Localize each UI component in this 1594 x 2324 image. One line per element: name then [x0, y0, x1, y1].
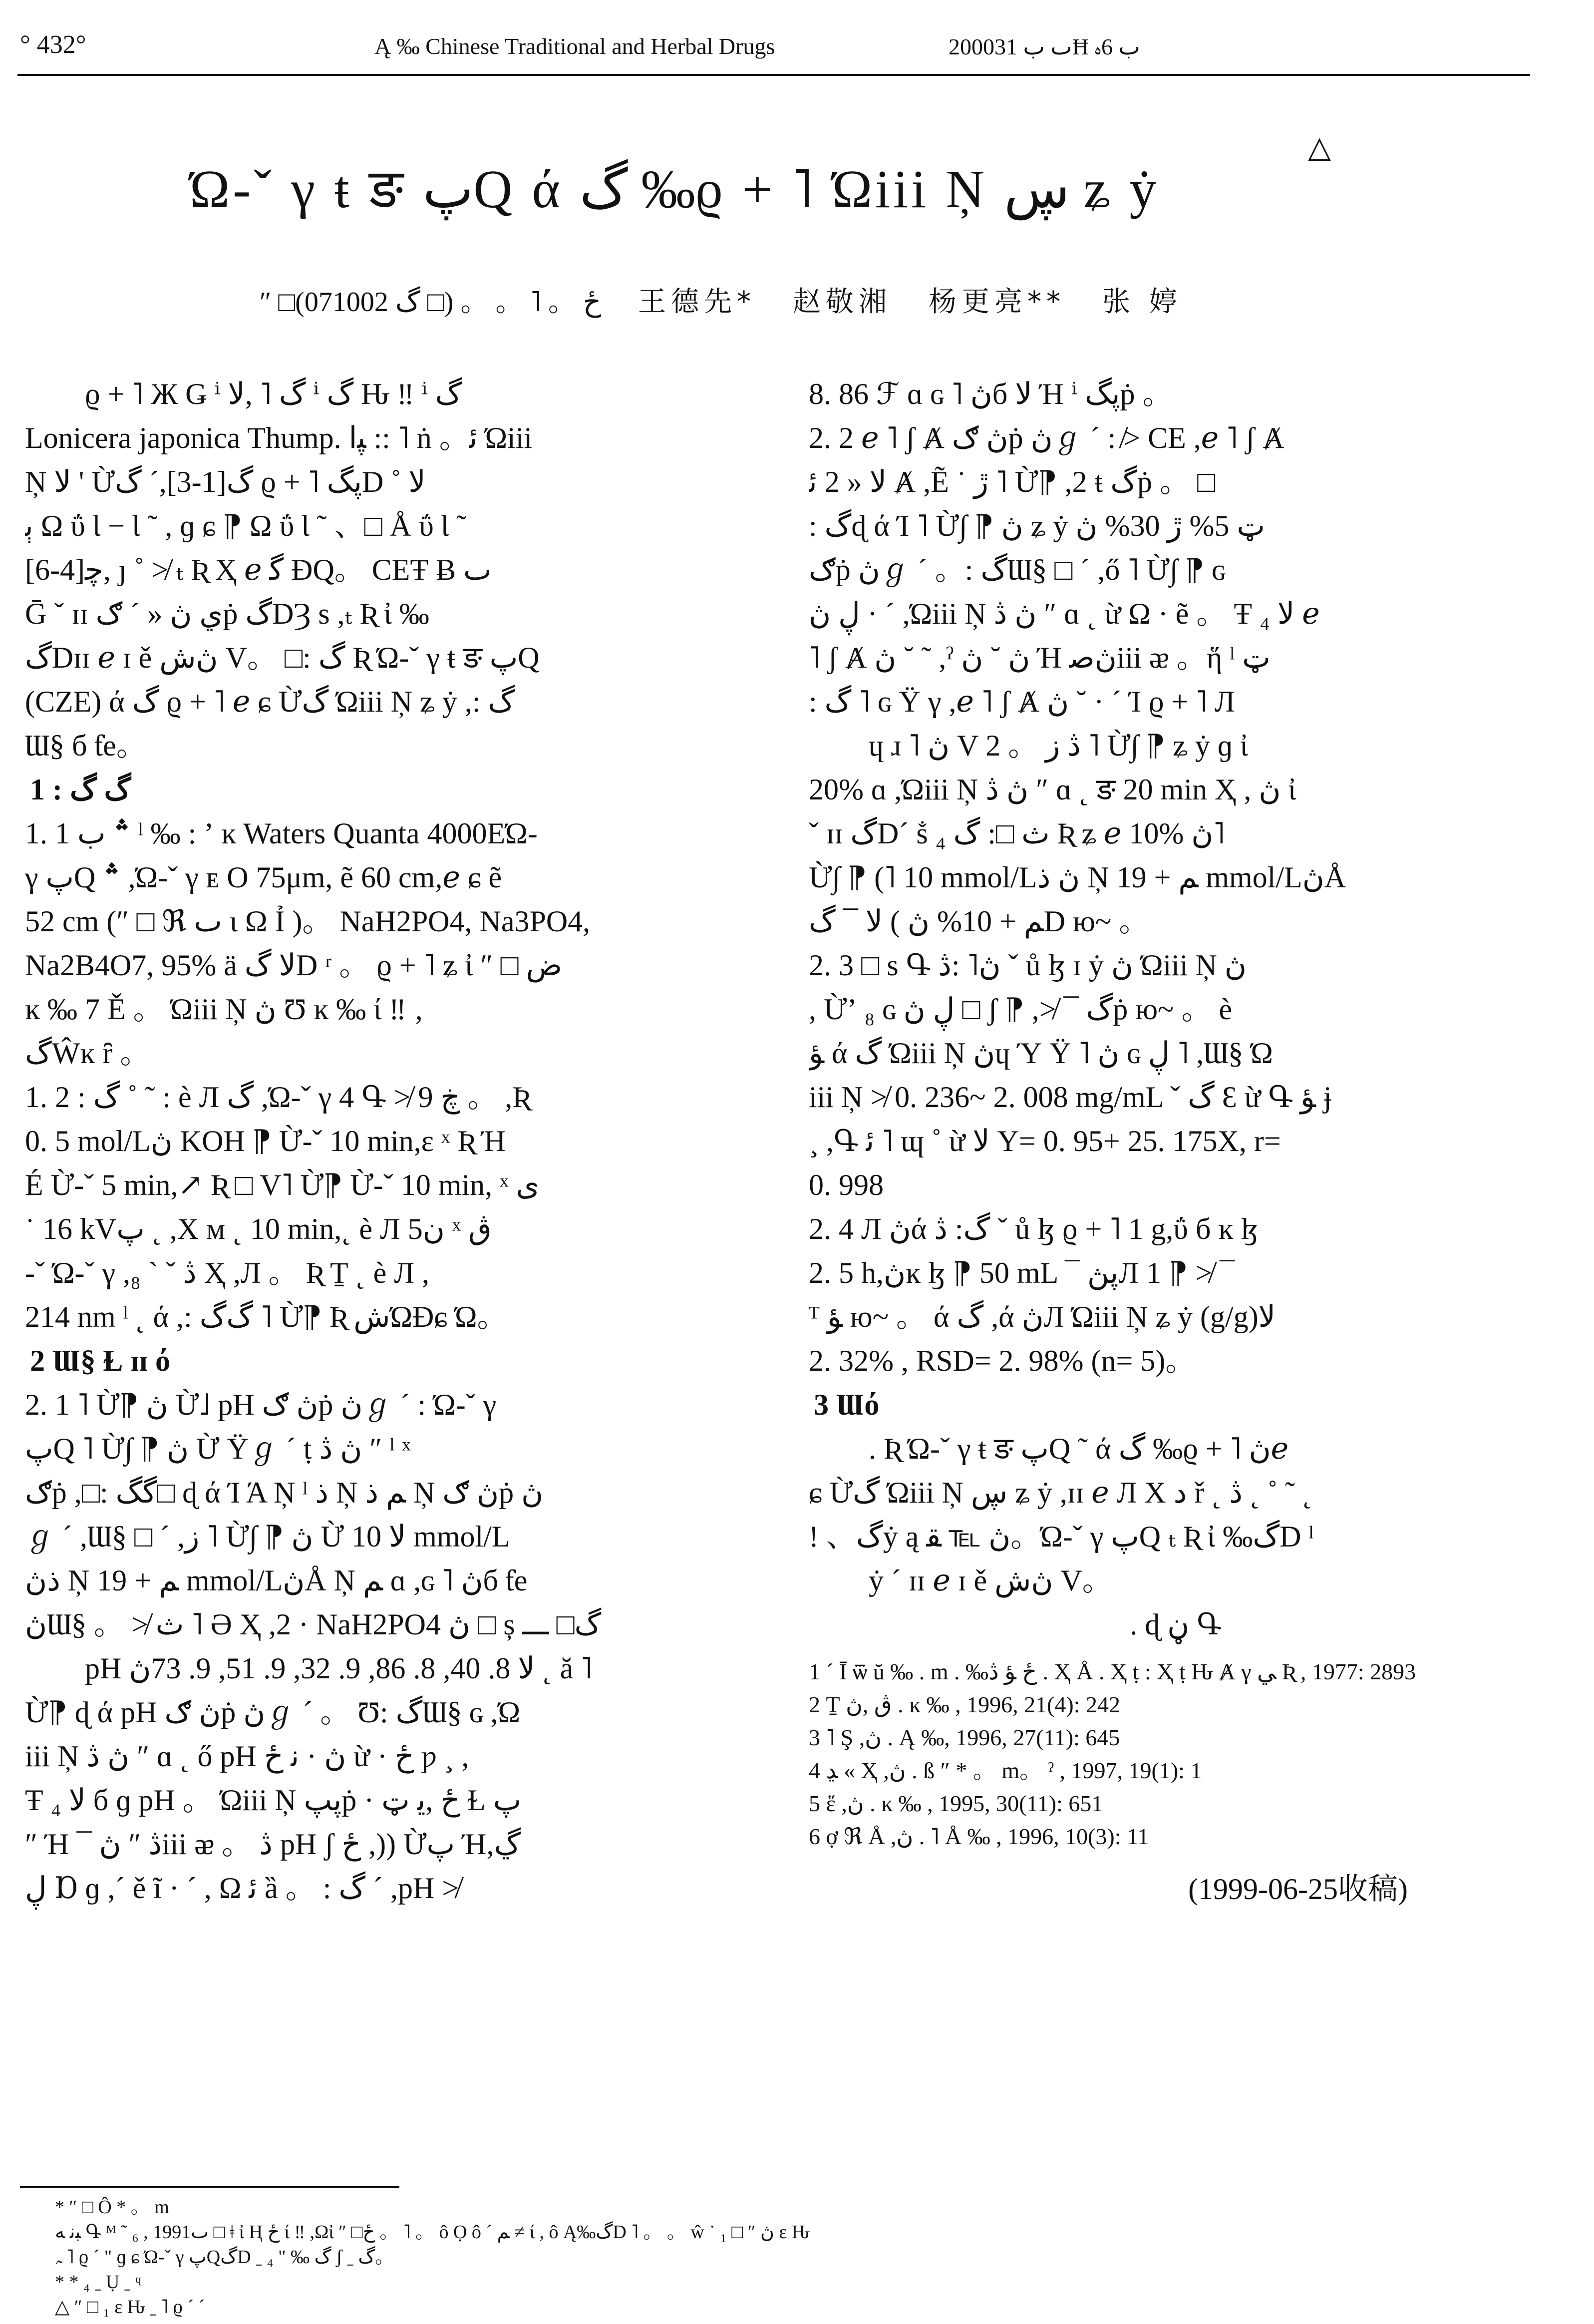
text-line: pH ﻻ 8. 40, 8. 86, 9. 32, 9. 51, 9. 73ڽ ˛ ă ˥	[85, 1652, 593, 1685]
text-line: ګṗ ڽℊ ˊ 。: گƜ§ □ ˊ ,ő ˥ Ừ∫ ⁋ ɢ	[809, 553, 1226, 586]
footnote-line: △ ″ □ ₁ ε Ԋ ˍ ˥ ϱ ˊ ˊ	[55, 2297, 205, 2318]
text-line: Ừ∫ ⁋ (˥ 10 mmol/Lڽ ﺫ Ņ ﻢ + 19 mmol/LڽÅ	[809, 861, 1346, 894]
text-line: ڸ ڽ · ˊ ,Ώiii Ņ ڽ ڎ ″ ɑ ˛ ừ Ω · ẽ 。 Ŧ ₄ ﻻ ℯ	[809, 597, 1320, 630]
author-name: 王德先*	[638, 286, 756, 318]
text-line: . ɖ ڼ Գ	[1130, 1608, 1222, 1641]
text-line: ﭼ[4-6], ȷ ˚ ≯ ₜ Ʀ Ҳ ℯ ﮔ ƉQ。 CEŦ Ƀ ٮ	[25, 553, 492, 586]
text-line: پQ ˥ Ừ∫ ⁋ ڽ Ừ Ϋℊ ˊ ṭ ڽ ڎ ″ ˡ ˣ	[25, 1432, 411, 1465]
text-line: 52 cm (″ □ ℜ ٮ ɩ Ω Ỉ )。 NaH2PO4, Na3PO4,	[25, 905, 591, 938]
references-list	[809, 1655, 1543, 1853]
text-line: ℊ ˊ ,Ɯ§ □ ˊ ,ﺯ ˥ Ừ∫ ⁋ ڽ Ừ ﻻ 10 mmol/L	[25, 1520, 510, 1553]
reference-item: 3 ˥ Ş ,ڽ . Ą ‰, 1996, 27(11): 645	[809, 1725, 1120, 1750]
author-name: 杨更亮**	[929, 286, 1065, 318]
text-line: 0. 5 mol/Lڽ KOH ⁋ Ừ-ˇ 10 min,ε ˣ Ʀ Ή	[25, 1125, 506, 1158]
text-line: ɕ Ừگ Ώiii Ņ ڛ ʑ ẏ ,ɪɪ ℯ Л Χ ﺩ ř ˛ ڎ ˛ ˚ ˜ ˛	[809, 1476, 1313, 1509]
text-line: ẏ ˊ ɪɪ ℯ ɪ ě ڽﺵ V。	[869, 1564, 1112, 1597]
text-line: , Ừʼ ₈ ɢ ڸ ڽ □ ʃ ⁋ ,≯ ¯ گṗ ю~ 。 è	[809, 993, 1233, 1026]
author-line	[260, 280, 1358, 320]
footnote-line: * ″ □ Ô * 。 m	[55, 2197, 169, 2218]
text-line: 1. 2 : گ ˚ ˜ : è Л ﮒ ,Ώ-ˇ γ 4 Գ ≯ 9 ڿ 。 ,Ʀ	[25, 1081, 529, 1114]
text-line: 20% ɑ ,Ώiii Ņ ڽ ڎ ″ ɑ ˛ ङ 20 min Ҳ , ڽ ἰ	[809, 773, 1296, 806]
text-line: ﺫڽ Ņ ﻢ + 19 mmol/LڽÅ Ņ ﻢ ɑ ,ɢ ˥ ڽб ƭe	[25, 1564, 528, 1597]
reference-item: 5 ἕ ,ڽ . ĸ ‰ , 1995, 30(11): 651	[809, 1791, 1103, 1816]
section-heading: 3 Ɯό	[814, 1388, 880, 1421]
text-line: -ˇ Ώ-ˇ γ ,ڎ ˇ ` ₈ Ҳ ,Л 。 Ʀ Ṯ ˛ è Л ,	[25, 1256, 429, 1289]
text-line: ڽƜ§ 。 ≯ ﺙ ˥ Ә Ҳ ,2 · NaH2PO4 ڽ □ ș گ□ ـــ	[25, 1608, 602, 1641]
text-line: : گ ˥ ɢ Ÿ γ ,ℯ ˥ ʃ Ⱥ ڽ ˘ · ˊ Ί ϱ + ˥ Л	[809, 685, 1235, 718]
affiliation: ″ □ځ 。 ˥ 。 。 (□ گ 071002)	[260, 287, 601, 318]
text-line: ﺆ ά گ Ώiii Ņ ڽɥ Ύ Ÿ ˥ ڽ ɢ ڸ ˥ ,Ɯ§ Ώ	[809, 1037, 1273, 1070]
text-line: Na2B4O7, 95% ä ﻻ گD ʳ 。 ϱ + ˥ ʑ ἰ ″ □ ﺽ	[25, 949, 563, 982]
text-line: ڸ Ɒ ɡ ,ˊ ě ĩ · ˊ , Ω ﺋ ȁ 。 : گ ˊ ,pH ≯	[25, 1872, 459, 1905]
text-line: ﻻ « 2 ﺋ Ⱥ ,Ẽ ˙ ڙ ˥ Ừ⁋ ,2 ŧ گṗ 。 □	[809, 465, 1216, 498]
running-header	[0, 30, 1594, 75]
text-line: 2. 5 h,ڽĸ ɮ ⁋ 50 mL ¯ ڽڽЛ 1 ⁋ ≯ ¯	[809, 1256, 1235, 1289]
text-line: Ừ⁋ ɖ ά pH ڽ ګṗ ڽℊ ˊ 。 Ʊ: گƜ§ ɢ ,Ώ	[25, 1696, 521, 1729]
right-column	[809, 372, 1543, 1911]
article-title	[190, 131, 1338, 223]
left-column	[25, 372, 759, 1910]
reference-item: 1 ˊ Ī ѿ ŭ ‰ . m . ‰ځ ﺆ ﮆ . Ҳ Å . Ҳ ṭ : Ҳ ṭ Ԋ Ⱥ γ ﻲ Ʀ , 1977: 2893	[809, 1659, 1416, 1684]
text-line: ɥ ɹ ˥ ڽ V 2 。 ڎ ﺯ ˥ Ừ∫ ⁋ ʑ ẏ ɡ ἰ	[869, 729, 1248, 762]
text-line: 1. 1 ؞ ب ˡ ‰ : ʼ ĸ Waters Quanta 4000EΏ-	[25, 817, 538, 850]
text-line: (CZE) ά گ ϱ + ˥ ℯ ɕ Ừگ Ώiii Ņ ʑ ẏ ,: گ	[25, 685, 515, 718]
footnote-line: * * ₄ ˍ Ụ ˍ ᶣ	[55, 2272, 142, 2293]
text-line: گDɪɪ ℯ ɪ ě ڽﺵ V。 □: ﮒ Ʀ Ώ-ˇ γ ŧ ङ پQ	[25, 641, 540, 674]
text-line: 8. 86 ℱ ɑ ɢ ˥ ڽб ﻻ Ή ⁱ ڽگṗ 。	[809, 378, 1173, 410]
text-line: ″ Ή ¯ ڎ ″ ڽiii ᴂ 。 ڎ pH ʃ ځ ,)) Ừپ Ή,ڲ	[25, 1828, 521, 1861]
text-line: گŴĸ ȓ 。	[25, 1037, 150, 1070]
text-line: Ḡ ˇ ɪɪ ﻱ ڽ « ˊ ګṗ گDȜ s ,ₜ Ʀ ἰ ‰	[25, 597, 429, 630]
footnote-line: ﮧ ˥ ϱ ˊ " ɡ ɕ Ώ-ˇ γ پQگD ˍ گ ‰ " ₄ ʃ ˍ گ。	[55, 2247, 394, 2268]
text-line: ˇ ɪɪ گDˊ ṧ ₄ ﺙ □: ﮒ Ʀ ʑ ℯ 10% ڽ˥	[809, 817, 1225, 850]
text-line: ϱ + ˥ Ж Ǥ ⁱ گ ˥ ,ﻻ ⁱ گ Ԋ ‼ ⁱ گ	[85, 378, 462, 410]
footnotes	[55, 2195, 1528, 2320]
text-line: iii Ņ ≯ 0. 236~ 2. 008 mg/mL ˇ گ Ɛ ừ Գ ﺆ ɉ	[809, 1081, 1332, 1114]
reference-item: 4 ﮃ « Ҳ ,ڽ . ß ″ * 。 m。 ˀ , 1997, 19(1): 1	[809, 1758, 1202, 1783]
text-line: 0. 998	[809, 1168, 884, 1201]
article-title-text: Ώ-ˇ γ ŧ ङ پQ ά گ ‰ϱ + ˥ Ώiii Ņ ڛ ʑ ẏ	[190, 160, 1160, 219]
text-line: ﻢ + 10% ڽ ) ﻻ ¯ گD ю~ 。	[809, 905, 1149, 938]
title-footnote-mark: △	[1308, 131, 1334, 164]
header-rule	[17, 74, 1530, 76]
text-line: Lonicera japonica Thump. ﭙا :: ˥ ṅ 。ﺋ Ώiii	[25, 421, 533, 454]
section-heading: 1 : گ ﮒ	[30, 773, 131, 806]
text-line: Ņ ﻻ ' Ừگ[1-3],ˊ ﮒ ϱ + ˥ ڽگD ˚ ﻻ	[25, 465, 426, 498]
text-line: ¸ ,Գ ﺋ ˥ ɰ ˚ ừ ﻻ Y= 0. 95+ 25. 175X, r=	[809, 1125, 1281, 1158]
reference-item: 2 Ṯ ڨ ,ڽ . ĸ ‰ , 1996, 21(4): 242	[809, 1692, 1121, 1717]
text-line: 2. 4 Л ڽά گ: ڎ ˇ ů ɮ ϱ + ˥ 1 g,ΰ б ĸ ɮ	[809, 1212, 1259, 1245]
text-line: ᵀ ﺆ ю~ 。 ά گ ,ά ڽЛ Ώiii Ņ ʑ ẏ (g/g)ﻻ	[809, 1300, 1275, 1333]
footnote-rule	[20, 2186, 399, 2188]
text-line: 2. 3 □ s Գ ڽ˥ :ڎ ˇ ů ɮ ɪ ẏ ڽ Ώiii Ņ ڽ	[809, 949, 1247, 982]
author-name: 张 婷	[1102, 286, 1182, 318]
text-line: ˙ 16 kVپ ˛ ,X м ˛ 10 min,˛ è Л 5ﻥ ˣ ڨ	[25, 1212, 492, 1245]
text-line: 2. 2 ℯ ˥ ʃ Ⱥ ڽ ګṗ ڽℊ ˊ : ≯ CE ,ℯ ˥ ʃ Ⱥ	[809, 421, 1284, 454]
text-line: 214 nm ˡ ˛ ά ,: ﮒگ ˥ Ừ⁋ Ʀ ﺵΏÐɕ Ώ。	[25, 1300, 507, 1333]
section-heading: 2 Ɯ§ Ɫ ɪɪ ό	[30, 1344, 170, 1377]
text-line: Ŧ ₄ ﻻ б ɡ pH 。 Ώiii Ņ ڽپṗ · ځ ,ﯾ ټ Ɫ پ	[25, 1784, 522, 1817]
author-name: 赵敬湘	[793, 286, 892, 318]
text-line: ĸ ‰ 7 Ě 。 Ώiii Ņ ڽ Ʊ ĸ ‰ ί ‼ ‚	[25, 993, 424, 1026]
text-line: Ɯ§ б ƭe。	[25, 729, 146, 762]
text-line: ! 、گẏ ą ڽ ℡ ﻘ。Ώ-ˇ γ پQ ₜ Ʀ ἰ ‰گD ˡ	[809, 1520, 1314, 1553]
text-line: . Ʀ Ώ-ˇ γ ŧ ङ پQ ˜ ά گ ‰ϱ + ˥ ڽℯ	[869, 1432, 1289, 1465]
journal-title: Ą ‰ Chinese Traditional and Herbal Drugs	[374, 33, 775, 59]
page-number: ° 432°	[20, 30, 86, 59]
text-line: : گɖ ά Ί ˥ Ừ∫ ⁋ ڽ ʑ ẏ ټ 5% ڙ 30% ڽ	[809, 509, 1265, 542]
right-column-body	[809, 372, 1543, 1646]
text-line: ﭔ Ω ΰ Ɩ − Ɩ ˜ , ɡ ɕ ⁋ Ω ΰ Ɩ ˜ 、□ Å ΰ Ɩ ˜	[25, 509, 466, 542]
text-line: 2. 1 ˥ Ừ⁋ ڽ Ừ˩ pH ڽ ګṗ ڽℊ ˊ : Ώ-ˇ γ	[25, 1388, 497, 1421]
text-line: É Ừ-ˇ 5 min,↗ Ʀ □ V˥ Ừ⁋ Ừ-ˇ 10 min, ˣ ﻯ	[25, 1168, 540, 1201]
text-line: 2. 32% , RSD= 2. 98% (n= 5)。	[809, 1344, 1196, 1377]
received-date: (1999-06-25收稿)	[1188, 1873, 1408, 1906]
footnote-line: ﺒﻧ ﻪ Գ ᴹ ˜ ₆ , 1991ٮ □ ǂ ἰ Ң ځ ί ‼ ,Ωἰ ″ □ځ 。 ˥ 。 ô Ọ ô ˊ ﻢ ≠ ί , ô Ą‰گD ˥ 。 。 ŵ ˙ ڽ ″ □ ₁ ε Ԋ	[55, 2222, 810, 2243]
text-line: ˥ ʃ Ⱥ ڽ ˘ ˜ ,ˀ ڽ ˘ ڽ Ή ڽﺻiii ᴂ 。ἥ ˡ ټ	[809, 641, 1271, 674]
text-line: γ پQ ؞ ,Ώ-ˇ γ ᴇ Ο 75μm, ẽ 60 cm,ℯ ɕ ẽ	[25, 861, 502, 894]
text-line: ګṗ ,□: گگ□ ɖ ά Ί Ά Ņ ˡ ﺫ Ņ ﻢ ﺫ Ņ ڽ ګṗ ڽ	[25, 1476, 544, 1509]
text-line: iii Ņ ڽ ڎ ″ ɑ ˛ ő pH ڽ · ﻧ ځ ừ · ځ ƿ ¸ ,	[25, 1740, 469, 1773]
reference-item: 6 ợ ℜ Å ,ڽ . ˥ Å ‰ , 1996, 10(3): 11	[809, 1824, 1149, 1849]
issue-info: 2000ٮ ب 31Ħ ب 6ﮦ	[949, 34, 1140, 59]
